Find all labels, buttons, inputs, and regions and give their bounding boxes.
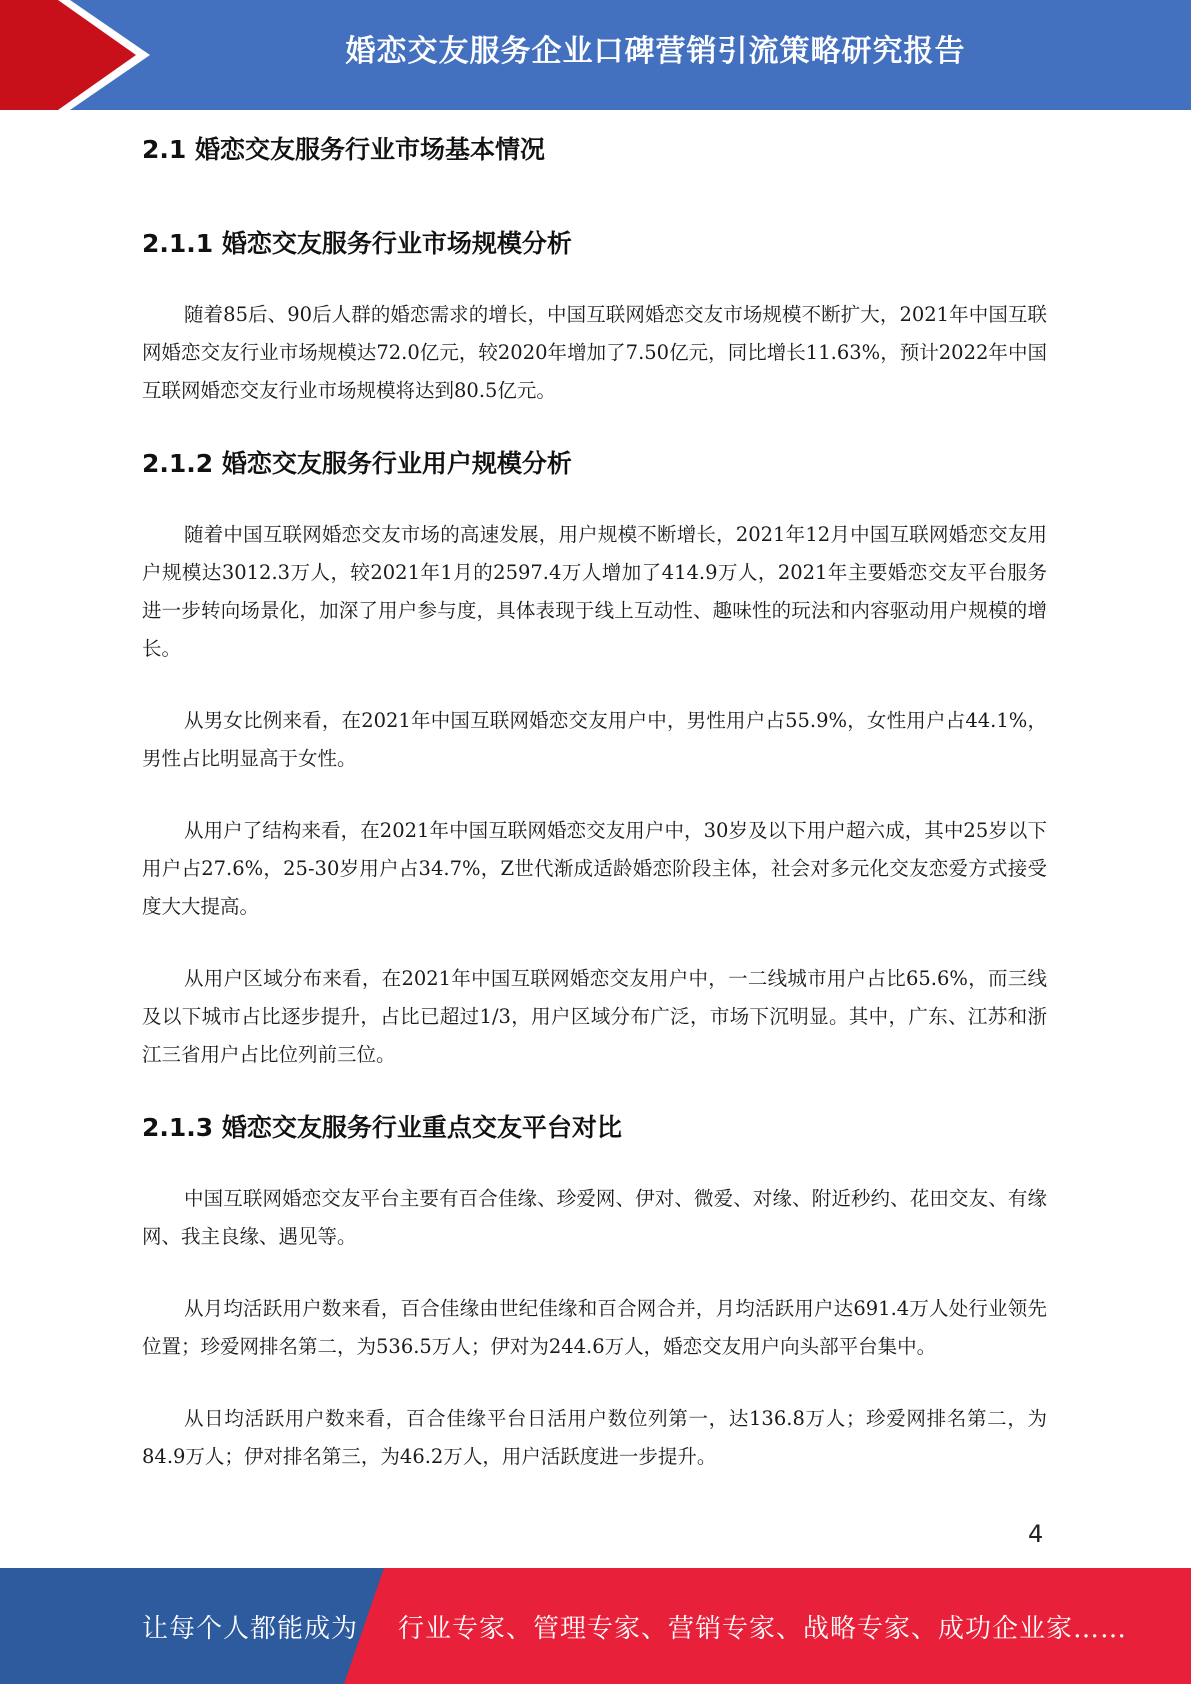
report-title: 婚恋交友服务企业口碑营销引流策略研究报告: [345, 34, 966, 69]
header-arrow-icon: [0, 0, 160, 110]
paragraph: 随着中国互联网婚恋交友市场的高速发展，用户规模不断增长，2021年12月中国互联网婚恋交友用户规模达3012.3万人，较2021年1月的2597.4万人增加了414.9万人，2021年主要婚恋交友平台服务进一步转向场景化，加深了用户参与度，具体表现于线上互动性、趣味性的玩法和内容驱动用户规模的增长。: [142, 523, 1047, 660]
page-number: 4: [1028, 1520, 1044, 1548]
footer-slogan-right: 行业专家、管理专家、营销专家、战略专家、成功企业家……: [398, 1614, 1128, 1644]
arrow-red-chevron: [0, 0, 136, 110]
subsection-heading-2-1-1: 2.1.1 婚恋交友服务行业市场规模分析: [142, 229, 572, 258]
paragraph: 随着85后、90后人群的婚恋需求的增长，中国互联网婚恋交友市场规模不断扩大，2021年中国互联网婚恋交友行业市场规模达72.0亿元，较2020年增加了7.50亿元，同比增长11.63%，预计2022年中国互联网婚恋交友行业市场规模将达到80.5亿元。: [142, 303, 1047, 402]
paragraph: 从用户了结构来看，在2021年中国互联网婚恋交友用户中，30岁及以下用户超六成，其中25岁以下用户占27.6%，25-30岁用户占34.7%，Z世代渐成适龄婚恋阶段主体，社会对多元化交友恋爱方式接受度大大提高。: [142, 819, 1047, 918]
footer-slogan-left: 让每个人都能成为: [142, 1614, 359, 1644]
paragraph: 从男女比例来看，在2021年中国互联网婚恋交友用户中，男性用户占55.9%，女性用户占44.1%，男性占比明显高于女性。: [142, 709, 1047, 770]
paragraph: 从月均活跃用户数来看，百合佳缘由世纪佳缘和百合网合并，月均活跃用户达691.4万人处行业领先位置；珍爱网排名第二，为536.5万人；伊对为244.6万人，婚恋交友用户向头部平台集中。: [142, 1297, 1047, 1358]
footer-banner: [0, 1568, 1191, 1684]
section-heading: 2.1 婚恋交友服务行业市场基本情况: [142, 135, 545, 164]
subsection-heading-2-1-2: 2.1.2 婚恋交友服务行业用户规模分析: [142, 449, 572, 478]
main-content: [142, 130, 1047, 1510]
header-banner: [0, 0, 1191, 110]
paragraph: 从日均活跃用户数来看，百合佳缘平台日活用户数位列第一，达136.8万人；珍爱网排名第二，为84.9万人；伊对排名第三，为46.2万人，用户活跃度进一步提升。: [142, 1407, 1047, 1468]
paragraph: 中国互联网婚恋交友平台主要有百合佳缘、珍爱网、伊对、微爱、对缘、附近秒约、花田交友、有缘网、我主良缘、遇见等。: [142, 1187, 1047, 1248]
subsection-heading-2-1-3: 2.1.3 婚恋交友服务行业重点交友平台对比: [142, 1113, 622, 1142]
paragraph: 从用户区域分布来看，在2021年中国互联网婚恋交友用户中，一二线城市用户占比65.6%，而三线及以下城市占比逐步提升，占比已超过1/3，用户区域分布广泛，市场下沉明显。其中，广东、江苏和浙江三省用户占比位列前三位。: [142, 967, 1047, 1066]
